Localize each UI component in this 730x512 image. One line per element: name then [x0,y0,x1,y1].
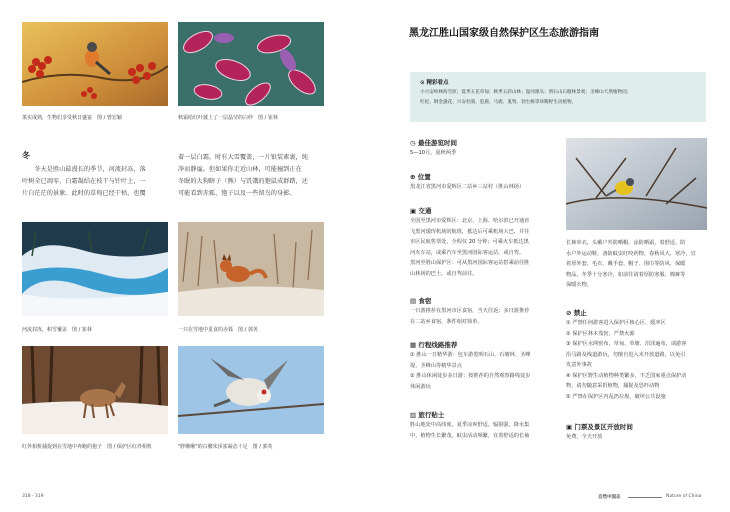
text-line: 全国至黑河市爱辉区：北京、上海、哈尔滨已开通直 [410,218,530,224]
text-line: 着一层白霜。时有大雪覆盖，一片银装素裹，纯 [178,154,308,161]
route-icon: ▦ [410,341,417,349]
text-line: 休闲游玩 [410,383,431,390]
highlights-heading: ⊙ 精彩看点 [420,80,449,86]
winter-text-col2 [178,152,324,200]
ticket-icon: ▣ [566,423,573,431]
text-line: 保暖衣物。 [566,282,592,288]
text-line: 堤、圣峰山等精华景点 [410,362,462,369]
text-line: 冬眠的大狗瞎子（熊）与饥饿的狍鼠成群踏，还 [178,178,308,185]
tickets-heading: ▣ 门票及景区开放时间 [566,423,633,431]
text-line: ① 胜山一日精华游：包车游览明石山、石塘林、圣峰 [410,352,531,358]
prohibitions-text [566,318,686,402]
footer-rule [628,497,662,498]
text-line: 一日游推荐在黑河市区食宿，当天往返；多日游推荐 [410,308,530,314]
photo-yellow-bird [566,138,707,230]
location-text: 黑龙江省黑河市爱辉区二站乡三站村（胜山林场） [410,184,525,190]
text-line: 净而静谧。但如果你走近山林，可能撞到正在 [178,166,302,173]
best-time-heading: ◷ 最佳游览时间 [410,139,457,147]
text-line: 胜山地处中高纬度，夏季凉爽舒适，辐射强，降水集 [410,422,530,428]
text-line: ① 严禁任何游客进入保护区核心区、缓冲区 [566,320,666,326]
text-line: 着厚外套，毛衣，戴手套、帽子、围巾等防风、保暖 [566,261,686,267]
section-title-winter: 冬 [22,151,30,160]
text-line: 物品。冬季十分寒冷，如前往请着厚防寒服、棉裤等 [566,271,686,278]
text-line: 小兴安岭林海雪原；夏季五花草甸；秋季五彩山林；湿河源头；明石山石塘林景观；圣峰山天然植物园； [420,90,632,95]
clock-icon: ◷ [410,139,416,147]
food-heading: ▤ 食宿 [410,297,432,305]
magazine-name-cn: 自然中国志 [598,495,621,500]
page-numbers: 318 · 319 [22,494,44,499]
text-line: 沿马路及栈道游玩，勿擅自进入未开放道路，以免引 [566,351,686,358]
transport-heading: ▣ 交通 [410,207,432,215]
tips-text [410,420,529,441]
caption-photo-5: 红外相机捕捉到在雪地中奔跑的狍子 图 / 保护区红外相机 [22,444,152,450]
bed-icon: ▤ [410,297,417,305]
highlights-text [420,88,631,108]
text-line: 飞黑河瑷珲机场的航班，抵达后可乘机场大巴，并往 [410,228,530,235]
text-line: 山林场的巴士，或自驾前往。 [410,270,478,277]
text-line: 市区民航售票处，全程仅 20 分钟；可乘火车抵达黑 [410,239,529,245]
location-heading: ⊕ 位置 [410,173,431,181]
text-line: 红松、钢金盏花、兴安杜鹃、犯鹿、马鹿、鬼鸮、勃生畅等珍稀野生动植物。 [420,100,577,105]
text-line: 中，植物生长繁茂，蚊虫活动频繁，宜着舒适的长袖 [410,432,530,439]
text-line: ② 保护区林木茂密，严禁火源 [566,330,635,337]
photo-red-fox [178,222,324,316]
guide-title: 黑龙江胜山国家级自然保护区生态旅游指南 [409,28,599,39]
text-line: 物，请勿随意采折植物，捕捉及恐吓动物 [566,383,660,389]
text-line: 水户外运动鞋，备防蚊虫叮咬药物。春秋风大、寒冷，宜 [566,250,696,257]
caption-photo-4: 一只在雪地中觅食的赤狐 图 / 郭英 [178,327,258,333]
caption-photo-1: 果实成熟，生物们享受秋日盛宴 图 / 曾宏颖 [22,115,122,121]
best-time-text: 5—10月，夏秋两季 [410,150,457,156]
text-line: 发意外事故 [566,362,592,368]
caption-photo-6: "胖啾啾"的白腰朱顶雀凝态十足 图 / 郭英 [178,444,273,450]
text-line: 长裤单衣，头戴户外防晒帽，涂防晒霜，着舒适、防 [566,240,686,246]
photo-frozen-river [22,222,168,316]
text-line: 叶树全已凋零，白霜凝结在枝干与针叶上，一 [22,178,146,185]
text-line: ⑤ 严禁在保护区内乱扔垃圾，破坏公共设施 [566,393,666,400]
routes-heading: ▦ 行程线路推荐 [410,341,458,349]
photo-redpoll [178,346,324,434]
winter-text-col1 [22,164,168,200]
text-line: 冬天是胜山最漫长的季节，河流封冻，落 [22,166,146,173]
magazine-name-en: Nature of China [666,494,702,499]
text-line: 河火车站，或乘汽车至黑河国际客运站，或自驾。 [410,249,525,256]
text-line: ④ 保护区野生动植物种类繁多，不乏国家重点保护动 [566,372,687,379]
photo-frosted-leaves [178,22,324,106]
tickets-text: 免费，全天开放 [566,434,603,440]
photo-berries-bird [22,22,168,106]
text-line: ③ 保护区水网密布，草甸、草塘、沼泽遍布，请游客 [566,341,687,347]
tip-icon: ▥ [410,411,417,419]
text-line: 在二站乡食宿，条件相对简单。 [410,318,483,325]
tips-text-continued [566,238,696,291]
text-line: 可能看到赤狐、狍子以及一些留鸟的身影。 [178,190,296,197]
prohibited-icon: ⊘ [566,309,572,317]
photo-roe-deer [22,346,168,434]
caption-photo-2: 秋霜给红叶披上了一层晶莹的白纱 图 / 崔林 [178,115,278,121]
tips-heading: ▥ 旅行贴士 [410,411,445,419]
caption-photo-3: 河流封冻，积雪覆盖 图 / 崔林 [22,327,92,333]
text-line: 片白茫茫的景象。此时的草甸已经干枯，也覆 [22,190,146,197]
location-pin-icon: ⊕ [410,173,416,181]
text-line: ② 胜山休闲徒步多日游：按推荐的自然观察路线徒步 [410,373,531,379]
bus-icon: ▣ [410,207,417,215]
transport-text [410,216,529,279]
text-line: 黑河至胜山保护区：可从黑河国际客运站搭乘前往胜 [410,260,530,266]
prohibitions-heading: ⊘ 禁止 [566,309,587,317]
routes-text [410,350,530,392]
food-text [410,306,529,327]
target-icon: ⊙ [420,80,425,86]
